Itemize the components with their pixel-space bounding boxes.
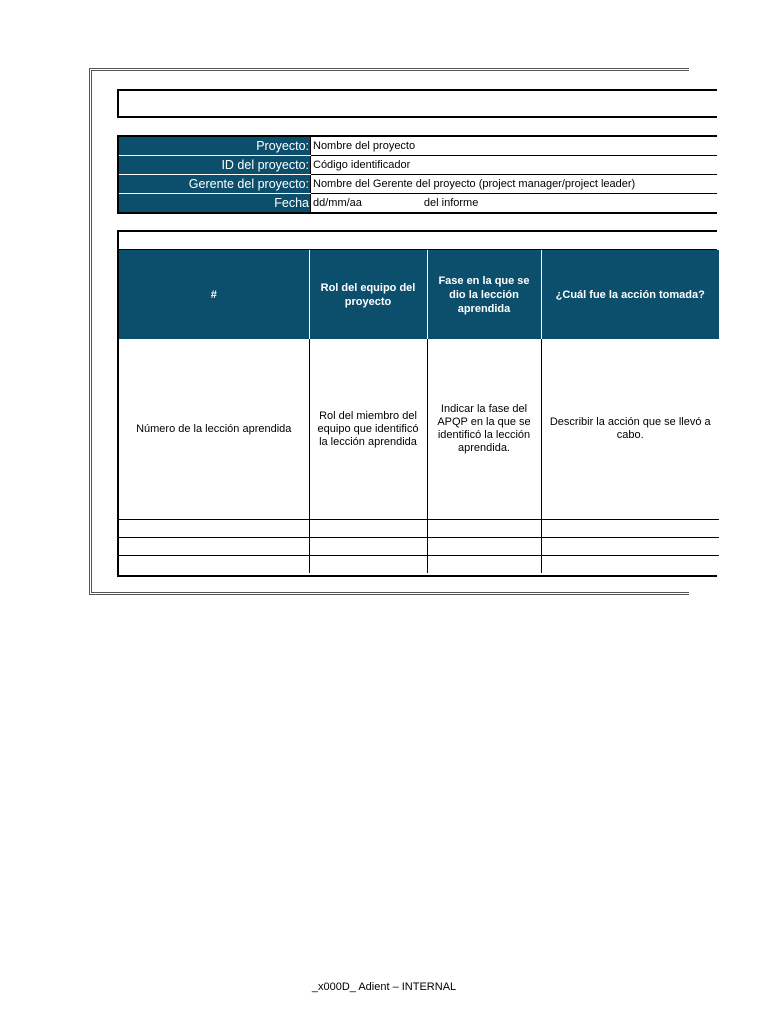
date-row <box>118 194 717 214</box>
empty-cell[interactable] <box>119 520 309 538</box>
cell-number[interactable]: Número de la lección aprendida <box>136 422 292 435</box>
empty-cell[interactable] <box>309 556 427 574</box>
date-cell[interactable] <box>311 194 718 214</box>
date-suffix: del informe <box>423 196 479 209</box>
project-row <box>118 136 717 156</box>
cell-action-taken[interactable]: Describir la acción que se llevó a cabo. <box>541 339 719 520</box>
lessons-title-row <box>119 232 717 250</box>
header-phase: Fase en la que se dio la lección aprendida <box>427 250 541 339</box>
header-team-role: Rol del equipo del proyecto <box>309 250 427 339</box>
project-value[interactable]: Nombre del proyecto <box>311 136 718 156</box>
project-id-row <box>118 156 717 175</box>
project-id-value[interactable]: Código identificador <box>311 156 718 175</box>
date-label: Fecha <box>118 194 311 214</box>
empty-cell[interactable] <box>541 520 719 538</box>
table-row <box>119 556 719 574</box>
header-number: # <box>119 250 309 339</box>
empty-cell[interactable] <box>541 556 719 574</box>
project-manager-label: Gerente del proyecto: <box>118 175 311 194</box>
page-footer: _x000D_ Adient – INTERNAL <box>311 981 457 993</box>
empty-cell[interactable] <box>309 520 427 538</box>
lessons-header-row <box>119 250 719 339</box>
project-id-label: ID del proyecto: <box>118 156 311 175</box>
date-value: dd/mm/aa <box>313 196 362 209</box>
lessons-table <box>119 250 719 573</box>
cell-phase[interactable]: Indicar la fase del APQP en la que se identificó la lección aprendida. <box>427 339 541 520</box>
table-row <box>119 538 719 556</box>
cell-team-role[interactable]: Rol del miembro del equipo que identificó la lección aprendida <box>309 339 427 520</box>
project-info-table <box>117 135 717 214</box>
empty-cell[interactable] <box>119 538 309 556</box>
table-row <box>119 520 719 538</box>
table-row <box>119 339 719 520</box>
project-manager-row <box>118 175 717 194</box>
empty-cell[interactable] <box>427 520 541 538</box>
lessons-learned-section <box>117 230 717 577</box>
empty-cell[interactable] <box>427 556 541 574</box>
empty-cell[interactable] <box>309 538 427 556</box>
form-title-box <box>117 89 717 118</box>
header-action-taken: ¿Cuál fue la acción tomada? <box>541 250 719 339</box>
empty-cell[interactable] <box>541 538 719 556</box>
project-label: Proyecto: <box>118 136 311 156</box>
project-manager-value[interactable]: Nombre del Gerente del proyecto (project manager/project leader) <box>311 175 718 194</box>
empty-cell[interactable] <box>119 556 309 574</box>
form-sheet <box>89 68 711 595</box>
empty-cell[interactable] <box>427 538 541 556</box>
